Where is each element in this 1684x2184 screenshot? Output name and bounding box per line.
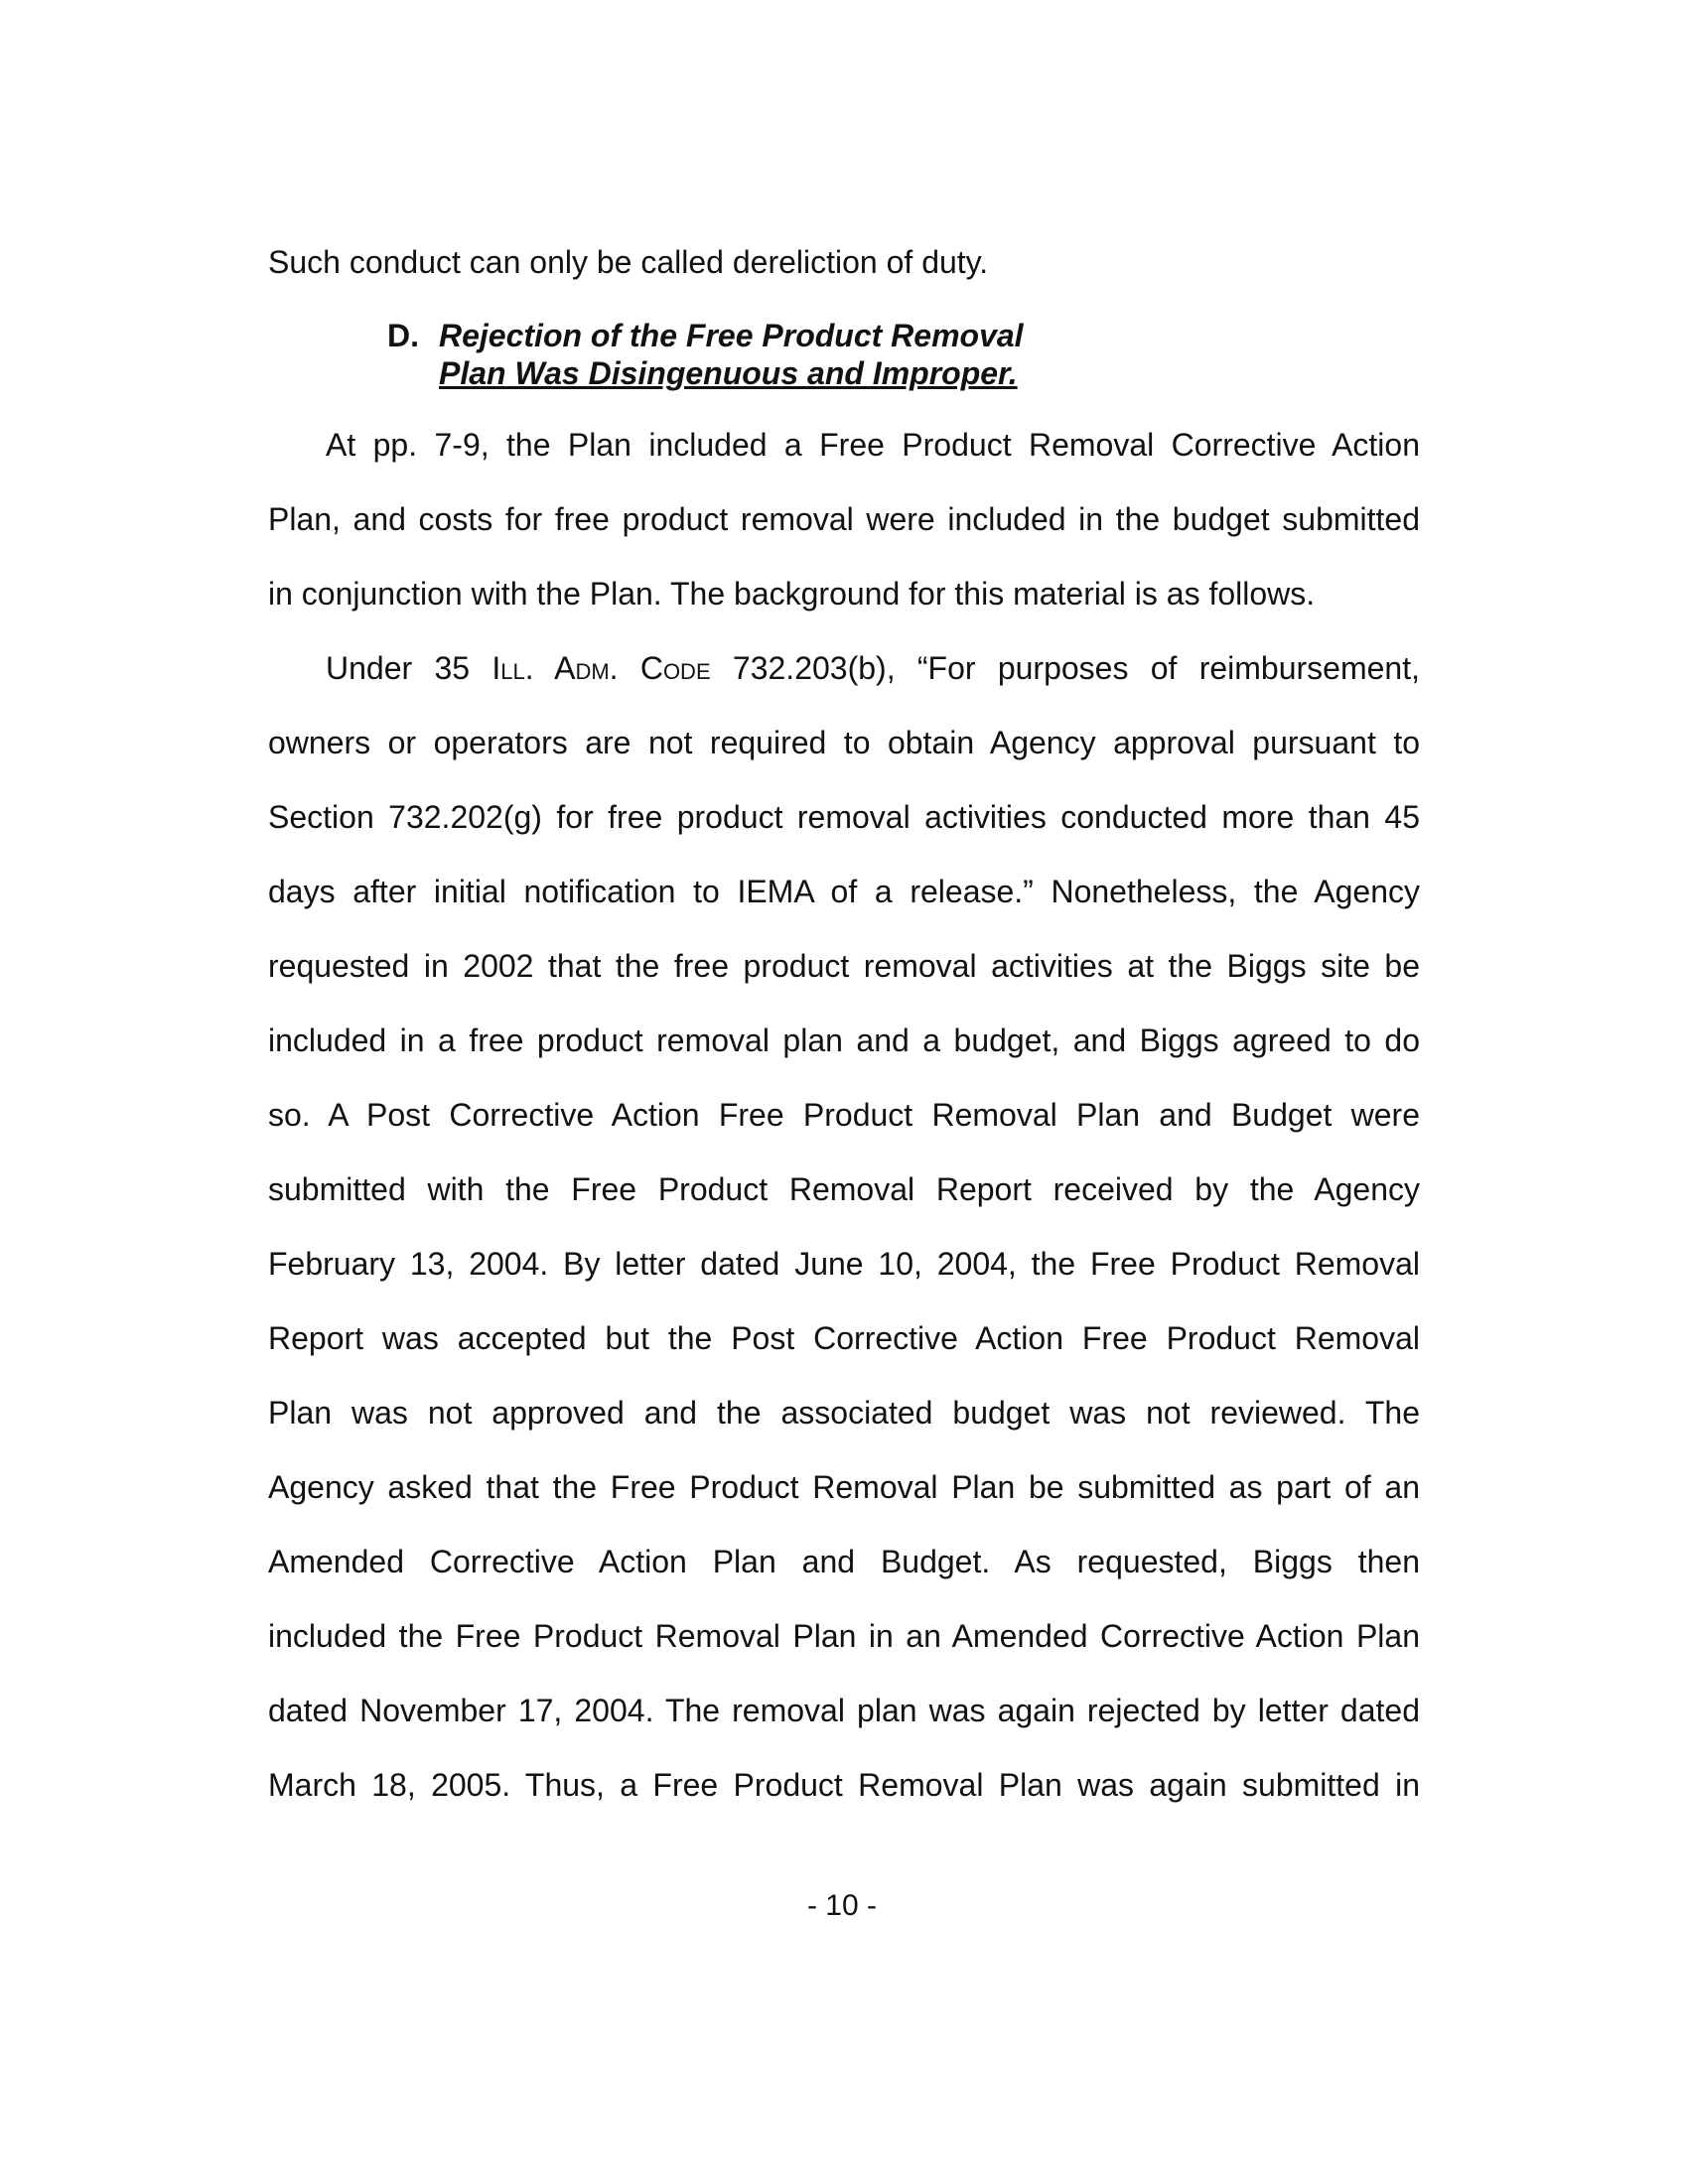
paragraph-2-line-5: requested in 2002 that the free product removal activities at the Biggs site be <box>268 948 1420 984</box>
paragraph-2-line-6: included in a free product removal plan and a budget, and Biggs agreed to do <box>268 1023 1420 1058</box>
paragraph-2-line-9: February 13, 2004. By letter dated June 10, 2004, the Free Product Removal <box>268 1246 1420 1282</box>
section-letter: D. <box>387 318 419 353</box>
paragraph-2-line-8: submitted with the Free Product Removal Report received by the Agency <box>268 1171 1420 1207</box>
paragraph-2-line-4: days after initial notification to IEMA of a release.” Nonetheless, the Agency <box>268 874 1420 909</box>
paragraph-2-line-15: dated November 17, 2004. The removal plan was again rejected by letter dated <box>268 1693 1420 1728</box>
paragraph-2-line-16: March 18, 2005. Thus, a Free Product Removal Plan was again submitted in <box>268 1767 1420 1803</box>
paragraph-1-line-1: At pp. 7-9, the Plan included a Free Product Removal Corrective Action <box>326 427 1420 463</box>
page-number: - 10 - <box>806 1889 878 1922</box>
paragraph-2-line-1 <box>326 648 1420 688</box>
paragraph-2-line-11: Plan was not approved and the associated budget was not reviewed. The <box>268 1395 1420 1431</box>
paragraph-2-line-10: Report was accepted but the Post Corrective Action Free Product Removal <box>268 1320 1420 1356</box>
paragraph-2-line-3: Section 732.202(g) for free product removal activities conducted more than 45 <box>268 799 1420 835</box>
paragraph-1-line-2: Plan, and costs for free product removal were included in the budget submitted <box>268 501 1420 537</box>
citation-prefix: Under 35 <box>326 650 492 686</box>
paragraph-2-line-14: included the Free Product Removal Plan in an Amended Corrective Action Plan <box>268 1618 1420 1654</box>
paragraph-2-line-2: owners or operators are not required to obtain Agency approval pursuant to <box>268 725 1420 760</box>
section-title-line-1: Rejection of the Free Product Removal <box>439 318 1024 353</box>
paragraph-2-line-12: Agency asked that the Free Product Removal Plan be submitted as part of an <box>268 1469 1420 1505</box>
citation-rest: 732.203(b), “For purposes of reimbursement, <box>710 650 1421 686</box>
paragraph-2-line-13: Amended Corrective Action Plan and Budget. As requested, Biggs then <box>268 1544 1420 1579</box>
citation-code: Ill. Adm. Code <box>491 650 711 686</box>
paragraph-2-line-7: so. A Post Corrective Action Free Product Removal Plan and Budget were <box>268 1097 1420 1133</box>
section-title-line-2: Plan Was Disingenuous and Improper. <box>439 355 1018 391</box>
intro-line: Such conduct can only be called dereliction of duty. <box>268 244 989 280</box>
paragraph-1-line-3: in conjunction with the Plan. The background for this material is as follows. <box>268 576 1316 612</box>
